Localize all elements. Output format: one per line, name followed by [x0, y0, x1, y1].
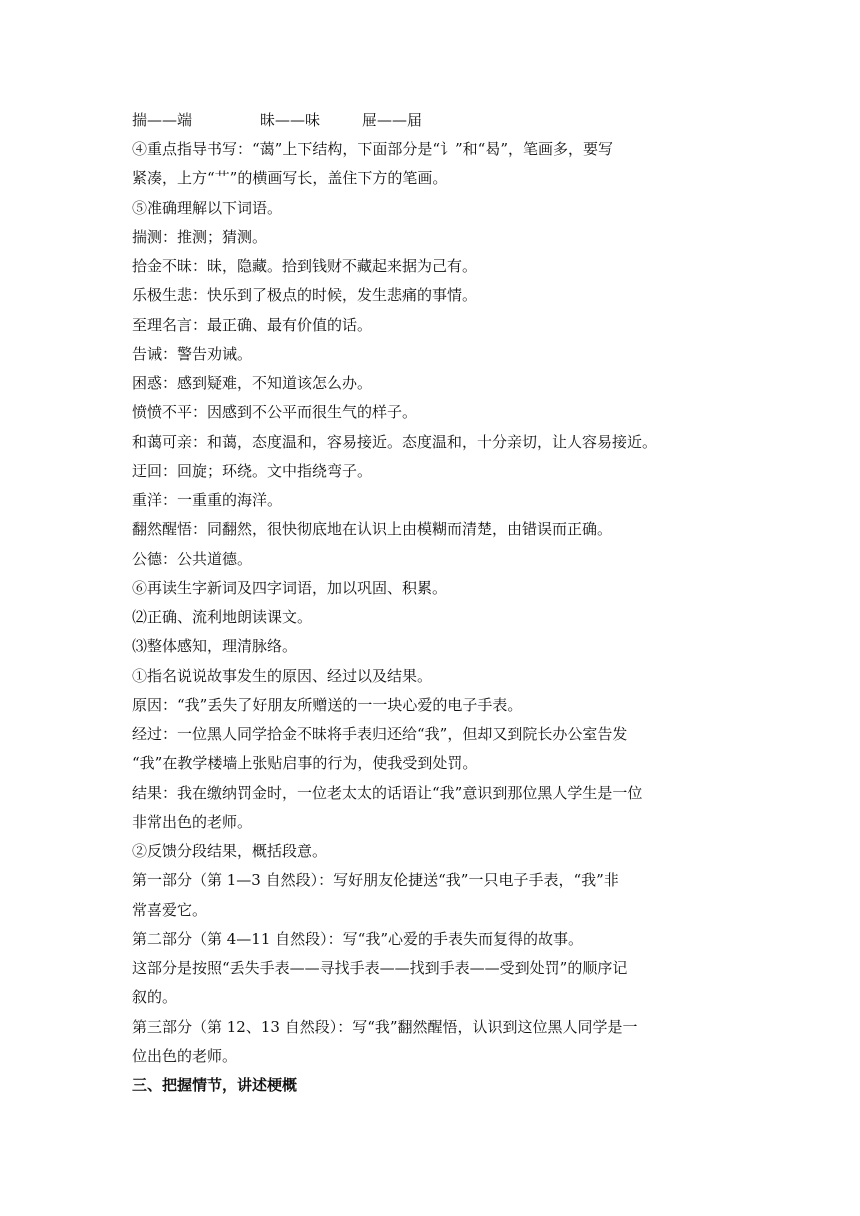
text-line: 公德：公共道德。 [132, 550, 253, 568]
text-line: 经过：一位黑人同学拾金不昧将手表归还给“我”，但却又到院长办公室告发 [132, 725, 628, 743]
text-line: “我”在教学楼墙上张贴启事的行为，使我受到处罚。 [132, 754, 478, 772]
text-line: 常喜爱它。 [132, 901, 208, 919]
section-heading: 三、把握情节，讲述梗概 [132, 1076, 298, 1094]
text-line [132, 110, 423, 130]
text-line: ④重点指导书写：“蔼”上下结构，下面部分是“讠”和“曷”，笔画多，要写 [132, 140, 614, 158]
text-line: 告诫：警告劝诫。 [132, 345, 253, 363]
text-line: ⑤准确理解以下词语。 [132, 199, 283, 217]
text-line: 迂回：回旋；环绕。文中指绕弯子。 [132, 462, 373, 480]
word-pair: 屉——届 [362, 111, 423, 129]
word-pair: 揣——端 [132, 111, 193, 129]
text-line: ①指名说说故事发生的原因、经过以及结果。 [132, 667, 433, 685]
text-line: 叙的。 [132, 988, 178, 1006]
text-line: 位出色的老师。 [132, 1047, 238, 1065]
text-line: 非常出色的老师。 [132, 813, 253, 831]
text-line: 重洋：一重重的海洋。 [132, 491, 283, 509]
text-line: 结果：我在缴纳罚金时，一位老太太的话语让“我”意识到那位黑人学生是一位 [132, 784, 643, 802]
text-line: 拾金不昧：昧，隐藏。拾到钱财不藏起来据为己有。 [132, 257, 478, 275]
text-line: 和蔼可亲：和蔼，态度温和，容易接近。态度温和，十分亲切，让人容易接近。 [132, 433, 658, 451]
text-line: 乐极生悲：快乐到了极点的时候，发生悲痛的事情。 [132, 286, 478, 304]
text-line: 翻然醒悟：同翻然，很快彻底地在认识上由模糊而清楚，由错误而正确。 [132, 520, 613, 538]
text-line: 至理名言：最正确、最有价值的话。 [132, 316, 373, 334]
text-line: ⑥再读生字新词及四字词语，加以巩固、积累。 [132, 579, 448, 597]
text-line: 第二部分（第 4—11 自然段）：写“我”心爱的手表失而复得的故事。 [132, 930, 584, 948]
text-line: ⑵正确、流利地朗读课文。 [132, 608, 313, 626]
text-line: 第三部分（第 12、13 自然段）：写“我”翻然醒悟，认识到这位黑人同学是一 [132, 1018, 638, 1036]
text-line: 揣测：推测；猜测。 [132, 228, 268, 246]
text-line: 第一部分（第 1—3 自然段）：写好朋友伦捷送“我”一只电子手表，“我”非 [132, 871, 619, 889]
word-pair: 昧——味 [260, 111, 321, 129]
text-line: 困惑：感到疑难，不知道该怎么办。 [132, 374, 373, 392]
text-line: 紧凑，上方“艹”的横画写长，盖住下方的笔画。 [132, 169, 448, 187]
text-line: ⑶整体感知，理清脉络。 [132, 637, 298, 655]
text-line: 这部分是按照“丢失手表——寻找手表——找到手表——受到处罚”的顺序记 [132, 959, 628, 977]
text-line: 原因：“我”丢失了好朋友所赠送的一一块心爱的电子手表。 [132, 696, 523, 714]
text-line: 愤愤不平：因感到不公平而很生气的样子。 [132, 403, 418, 421]
text-line: ②反馈分段结果，概括段意。 [132, 842, 328, 860]
